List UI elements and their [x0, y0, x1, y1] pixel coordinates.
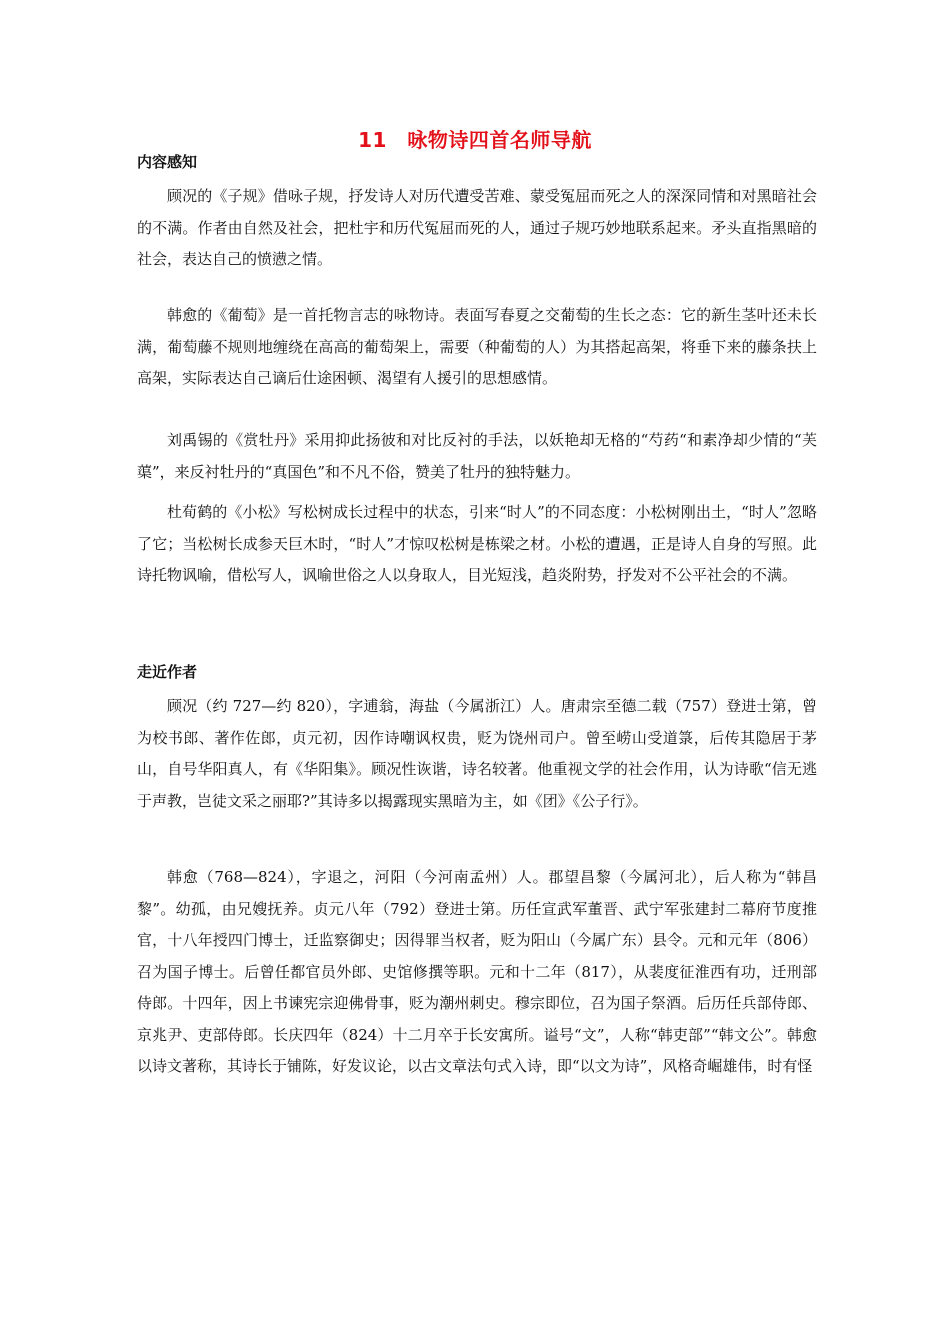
paragraph: 韩愈（768—824），字退之，河阳（今河南孟州）人。郡望昌黎（今属河北），后人称为“韩昌黎”。幼孤，由兄嫂抚养。贞元八年（792）登进士第。历任宣武军董晋、武宁军张建封二幕府节度推官，十八年授四门博士，迁监察御史；因得罪当权者，贬为阳山（今属广东）县令。元和元年（806）召为国子博士。后曾任都官员外郎、史馆修撰等职。元和十二年（817），从裴度征淮西有功，迁刑部侍郎。十四年，因上书谏宪宗迎佛骨事，贬为潮州刺史。穆宗即位，召为国子祭酒。后历任兵部侍郎、京兆尹、吏部侍郎。长庆四年（824）十二月卒于长安寓所。谥号“文”，人称“韩吏部”“韩文公”。韩愈以诗文著称，其诗长于铺陈，好发议论，以古文章法句式入诗，即“以文为诗”，风格奇崛雄伟，时有怪: [137, 868, 817, 1075]
section-heading-content: 内容感知: [137, 153, 198, 171]
paragraph: 顾况的《子规》借咏子规，抒发诗人对历代遭受苦难、蒙受冤屈而死之人的深深同情和对黑暗社会的不满。作者由自然及社会，把杜宇和历代冤屈而死的人，通过子规巧妙地联系起来。矛头直指黑暗的社会，表达自己的愤懑之情。: [137, 187, 817, 268]
document-title: 11 咏物诗四首名师导航: [358, 128, 592, 152]
paragraph: 韩愈的《葡萄》是一首托物言志的咏物诗。表面写春夏之交葡萄的生长之态：它的新生茎叶还未长满，葡萄藤不规则地缠绕在高高的葡萄架上，需要（种葡萄的人）为其搭起高架，将垂下来的藤条扶上高架，实际表达自己谪后仕途困顿、渴望有人援引的思想感情。: [137, 306, 817, 387]
section-heading-author: 走近作者: [137, 663, 198, 681]
paragraph: 杜荀鹤的《小松》写松树成长过程中的状态，引来“时人”的不同态度：小松树刚出土，“时人”忽略了它；当松树长成参天巨木时，“时人”才惊叹松树是栋梁之材。小松的遭遇，正是诗人自身的写照。此诗托物讽喻，借松写人，讽喻世俗之人以身取人，目光短浅，趋炎附势，抒发对不公平社会的不满。: [137, 503, 817, 584]
paragraph: 刘禹锡的《赏牡丹》采用抑此扬彼和对比反衬的手法，以妖艳却无格的“芍药“和素净却少情的“芙蕖”，来反衬牡丹的“真国色”和不凡不俗，赞美了牡丹的独特魅力。: [137, 431, 817, 481]
paragraph: 顾况（约 727—约 820），字逋翁，海盐（今属浙江）人。唐肃宗至德二载（757）登进士第，曾为校书郎、著作佐郎，贞元初，因作诗嘲讽权贵，贬为饶州司户。曾至崂山受道箓，后传其隐居于茅山，自号华阳真人，有《华阳集》。顾况性诙谐，诗名较著。他重视文学的社会作用，认为诗歌“信无逃于声教，岂徒文采之丽耶?”其诗多以揭露现实黑暗为主，如《团》《公子行》。: [137, 697, 817, 810]
